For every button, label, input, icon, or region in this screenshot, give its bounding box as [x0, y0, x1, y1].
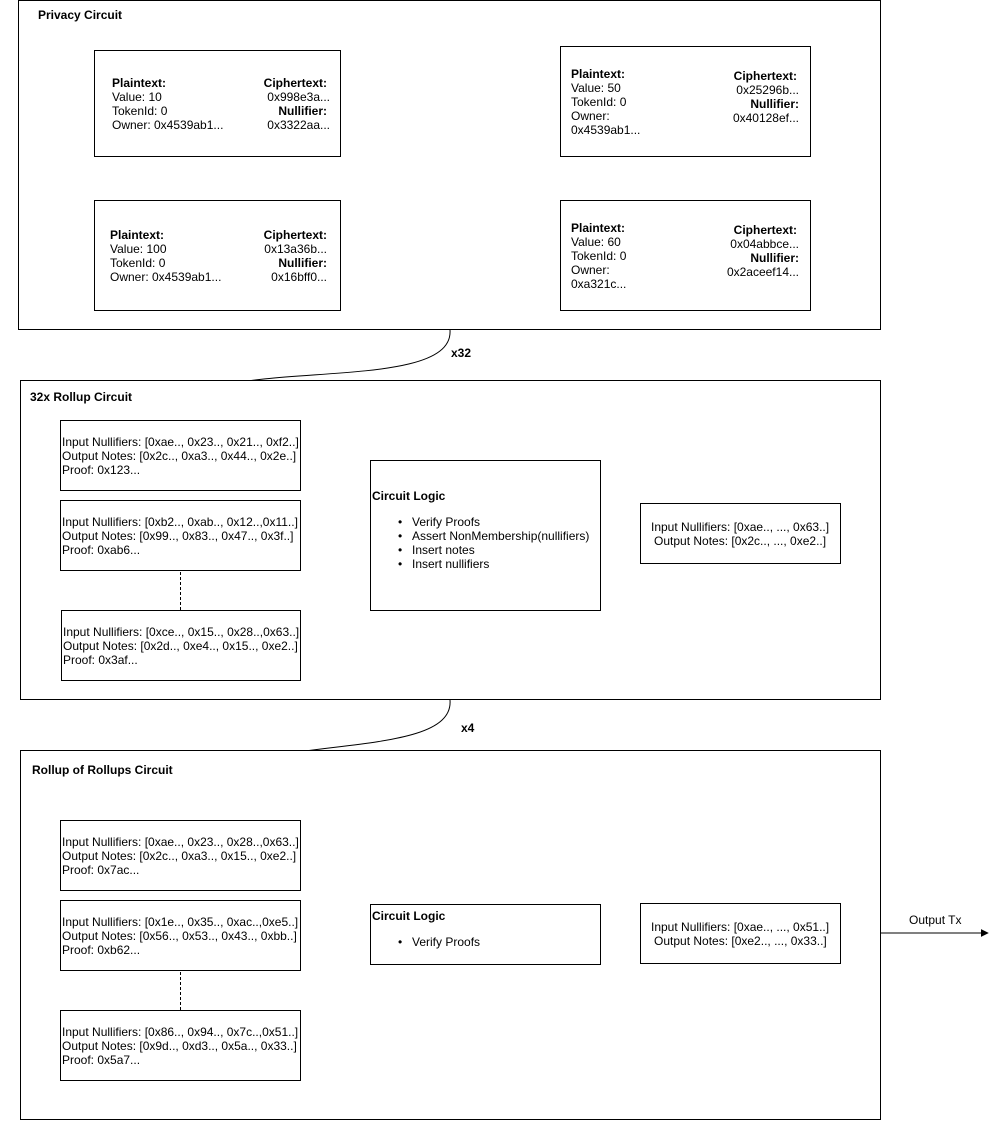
output-notes-text: Output Notes: [0xe2.., ..., 0x33..]	[654, 934, 827, 948]
input-nullifiers-text: Input Nullifiers: [0x1e.., 0x35.., 0xac..,0xe5..]	[62, 915, 299, 929]
input-nullifiers-text: Input Nullifiers: [0xce.., 0x15.., 0x28..,0x63..]	[63, 625, 300, 639]
input-nullifiers-text: Input Nullifiers: [0xae.., 0x23.., 0x21.., 0xf2..]	[62, 435, 299, 449]
logic-item-text: Insert notes	[412, 543, 475, 557]
nullifier-value: 0x40128ef...	[732, 111, 799, 125]
ciphertext-label: Ciphertext:	[263, 228, 327, 242]
bullet-icon: •	[398, 935, 403, 949]
ciphertext-value: 0x13a36b...	[264, 242, 327, 256]
logic-item	[372, 543, 589, 557]
ellipsis-dashed-line	[180, 572, 181, 610]
proof-text: Proof: 0x5a7...	[62, 1053, 141, 1067]
owner-text: Owner:	[571, 263, 610, 277]
ciphertext-label: Ciphertext:	[733, 223, 797, 237]
plaintext-label: Plaintext:	[571, 67, 626, 81]
circuit-logic-title: Circuit Logic	[372, 909, 446, 923]
nullifier-label: Nullifier:	[278, 256, 327, 270]
logic-item-text: Insert nullifiers	[412, 557, 490, 571]
owner-value: 0x4539ab1...	[571, 123, 641, 137]
proof-text: Proof: 0x7ac...	[62, 863, 140, 877]
logic-item	[372, 557, 589, 571]
rollup2-logic-list	[372, 935, 480, 949]
bullet-icon: •	[398, 515, 403, 529]
logic-item-text: Assert NonMembership(nullifiers)	[412, 529, 590, 543]
ciphertext-value: 0x04abbce...	[730, 237, 799, 251]
proof-text: Proof: 0xb62...	[62, 943, 141, 957]
owner-text: Owner: 0x4539ab1...	[112, 118, 224, 132]
owner-text: Owner:	[571, 109, 610, 123]
owner-text: Owner: 0x4539ab1...	[110, 270, 222, 284]
nullifier-label: Nullifier:	[278, 104, 327, 118]
nullifier-value: 0x3322aa...	[267, 118, 330, 132]
rollup-circuit-title: 32x Rollup Circuit	[30, 390, 133, 404]
owner-value: 0xa321c...	[571, 277, 627, 291]
ciphertext-value: 0x998e3a...	[267, 90, 330, 104]
output-nullifiers-text: Input Nullifiers: [0xae.., ..., 0x63..]	[651, 520, 830, 534]
value-text: Value: 60	[571, 235, 621, 249]
logic-item-text: Verify Proofs	[412, 515, 481, 529]
input-nullifiers-text: Input Nullifiers: [0xb2.., 0xab.., 0x12..,0x11..]	[62, 515, 298, 529]
bullet-icon: •	[398, 529, 403, 543]
output-notes-text: Output Notes: [0x2c.., 0xa3.., 0x44.., 0x2e..]	[62, 449, 297, 463]
rollup-of-rollups-title: Rollup of Rollups Circuit	[32, 763, 173, 777]
logic-item	[372, 515, 589, 529]
nullifier-value: 0x2aceef14...	[726, 265, 799, 279]
output-notes-text: Output Notes: [0x2c.., ..., 0xe2..]	[654, 534, 827, 548]
plaintext-label: Plaintext:	[110, 228, 165, 242]
input-nullifiers-text: Input Nullifiers: [0xae.., 0x23.., 0x28..,0x63..]	[62, 835, 299, 849]
proof-text: Proof: 0x3af...	[63, 653, 138, 667]
output-tx-label: Output Tx	[909, 913, 962, 927]
token-text: TokenId: 0	[110, 256, 166, 270]
output-notes-text: Output Notes: [0x99.., 0x83.., 0x47.., 0x3f..]	[62, 529, 294, 543]
output-notes-text: Output Notes: [0x56.., 0x53.., 0x43.., 0xbb..]	[62, 929, 297, 943]
rollup-logic-list	[372, 515, 589, 571]
output-notes-text: Output Notes: [0x9d.., 0xd3.., 0x5a.., 0x33..]	[62, 1039, 297, 1053]
link-label-x32: x32	[451, 346, 472, 360]
ellipsis-dashed-line	[180, 972, 181, 1010]
value-text: Value: 100	[110, 242, 167, 256]
output-nullifiers-text: Input Nullifiers: [0xae.., ..., 0x51..]	[651, 920, 830, 934]
link-label-x4: x4	[461, 721, 475, 735]
logic-item	[372, 935, 480, 949]
nullifier-value: 0x16bff0...	[271, 270, 327, 284]
ciphertext-label: Ciphertext:	[733, 69, 797, 83]
token-text: TokenId: 0	[571, 95, 627, 109]
proof-text: Proof: 0xab6...	[62, 543, 141, 557]
output-notes-text: Output Notes: [0x2d.., 0xe4.., 0x15.., 0xe2..]	[63, 639, 298, 653]
plaintext-label: Plaintext:	[571, 221, 626, 235]
circuit-logic-title: Circuit Logic	[372, 489, 446, 503]
value-text: Value: 10	[112, 90, 162, 104]
nullifier-label: Nullifier:	[750, 97, 799, 111]
bullet-icon: •	[398, 557, 403, 571]
nullifier-label: Nullifier:	[750, 251, 799, 265]
logic-item-text: Verify Proofs	[412, 935, 481, 949]
input-nullifiers-text: Input Nullifiers: [0x86.., 0x94.., 0x7c..,0x51..]	[62, 1025, 299, 1039]
bullet-icon: •	[398, 543, 403, 557]
plaintext-label: Plaintext:	[112, 76, 167, 90]
logic-item	[372, 529, 589, 543]
output-notes-text: Output Notes: [0x2c.., 0xa3.., 0x15.., 0xe2..]	[62, 849, 297, 863]
ciphertext-value: 0x25296b...	[736, 83, 799, 97]
proof-text: Proof: 0x123...	[62, 463, 141, 477]
ciphertext-label: Ciphertext:	[263, 76, 327, 90]
value-text: Value: 50	[571, 81, 621, 95]
privacy-circuit-title: Privacy Circuit	[38, 8, 123, 22]
token-text: TokenId: 0	[571, 249, 627, 263]
token-text: TokenId: 0	[112, 104, 168, 118]
